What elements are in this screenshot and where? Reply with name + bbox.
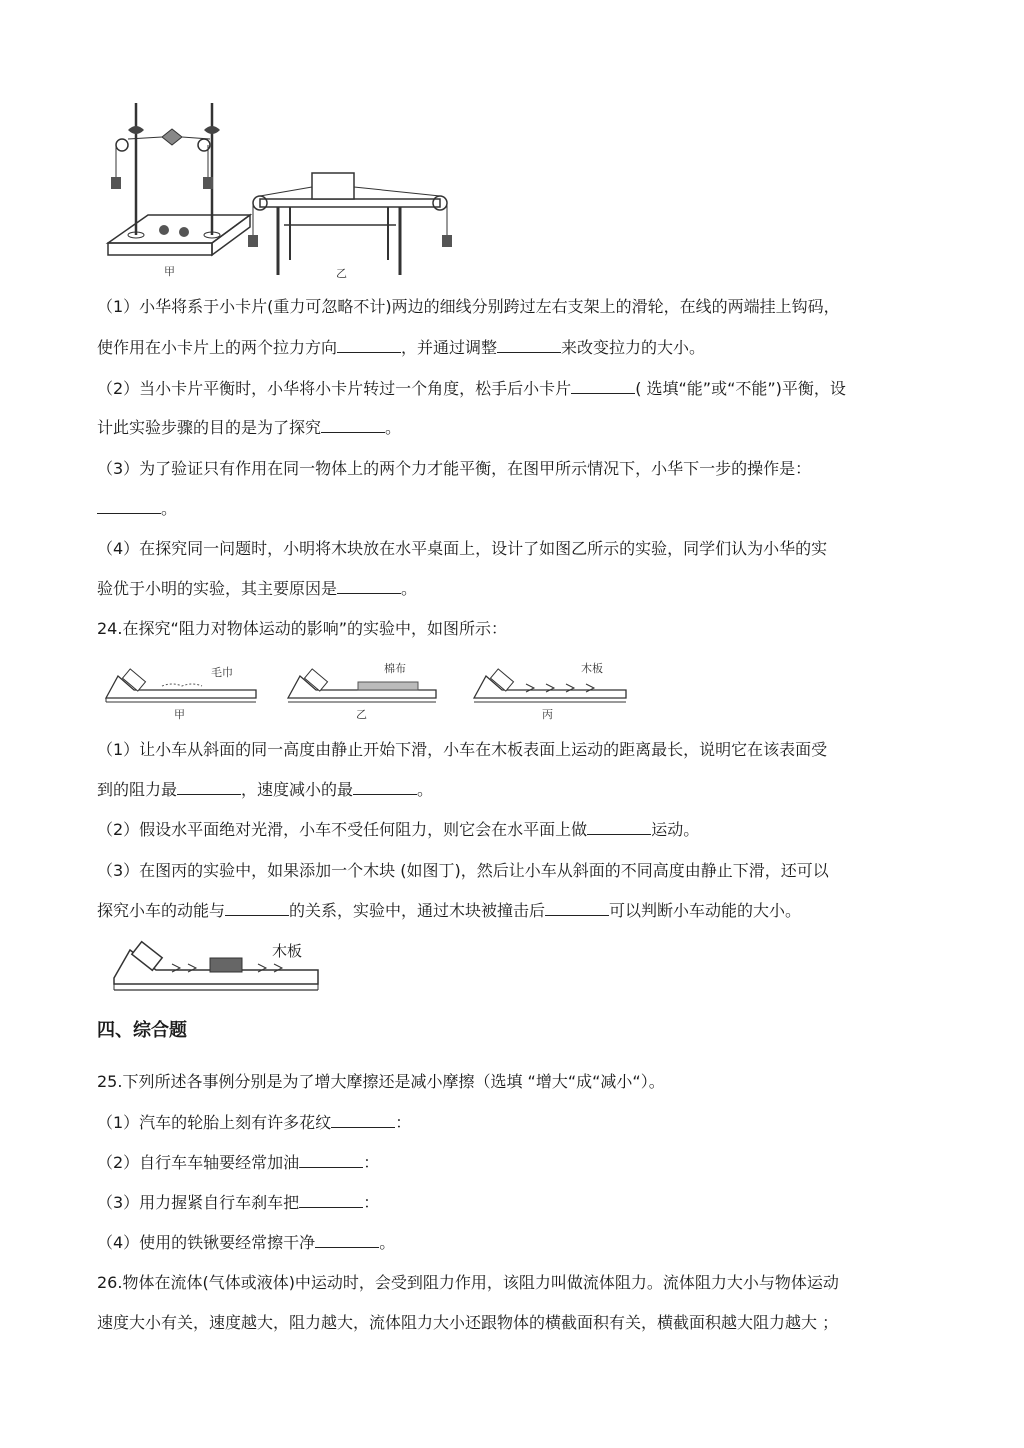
label-wood: 木板	[581, 662, 603, 675]
q23-p2-text-b2: 。	[385, 418, 402, 437]
q25-item-3-text: （3）用力握紧自行车刹车把	[97, 1193, 300, 1212]
q24-p1-text-a: （1）让小车从斜面的同一高度由静止开始下滑，小车在木板表面上运动的距离最长，说明它在该表面受	[97, 740, 828, 759]
ramps-diagram	[106, 656, 636, 722]
q24-p3-line2	[97, 901, 801, 921]
q24-p2-text-2: 运动。	[651, 820, 700, 839]
q25-item-1-end: ：	[395, 1113, 412, 1132]
answer-blank[interactable]	[315, 1233, 379, 1248]
answer-blank[interactable]	[353, 780, 417, 795]
q23-p1-line2	[97, 338, 705, 358]
answer-blank[interactable]	[337, 579, 401, 594]
label-cotton: 棉布	[384, 662, 406, 675]
label-jia: 甲	[164, 265, 175, 278]
q25-item-4-text: （4）使用的铁锹要经常擦干净	[97, 1233, 316, 1252]
answer-blank[interactable]	[299, 1153, 363, 1168]
q23-p4-text-a: （4）在探究同一问题时，小明将木块放在水平桌面上，设计了如图乙所示的实验，同学们认为小华的实	[97, 539, 828, 558]
apparatus-diagram	[100, 95, 460, 285]
q24-p3-text-b1: 探究小车的动能与	[97, 901, 226, 920]
q25-item-4	[97, 1233, 395, 1253]
answer-blank[interactable]	[571, 379, 635, 394]
q25-item-3	[97, 1193, 379, 1213]
figure-ramps	[106, 656, 636, 722]
label-cap3: 丙	[542, 708, 553, 721]
label-cap2: 乙	[356, 708, 367, 721]
q23-p2-line1	[97, 379, 846, 399]
q24-p3-text-a: （3）在图丙的实验中，如果添加一个木块 (如图丁)，然后让小车从斜面的不同高度由静止下滑，还可以	[97, 861, 829, 880]
q24-p2-line	[97, 820, 699, 840]
q24-p3-text-b3: 可以判断小车动能的大小。	[609, 901, 802, 920]
label-towel: 毛巾	[211, 666, 233, 679]
q24-p3-line1	[97, 861, 829, 881]
figure-ramp-block	[112, 938, 322, 1000]
answer-blank[interactable]	[299, 1193, 363, 1208]
q24-p1-text-b1: 到的阻力最	[97, 780, 178, 799]
q23-p2-text-a1: （2）当小卡片平衡时，小华将小卡片转过一个角度，松手后小卡片	[97, 379, 572, 398]
q23-p4-line2	[97, 579, 417, 599]
q24-p2-text-1: （2）假设水平面绝对光滑，小车不受任何阻力，则它会在水平面上做	[97, 820, 588, 839]
answer-blank[interactable]	[497, 338, 561, 353]
answer-blank[interactable]	[321, 418, 385, 433]
q26-text-a: 26.物体在流体(气体或液体)中运动时，会受到阻力作用，该阻力叫做流体阻力。流体阻力大小与物体运动	[97, 1273, 839, 1292]
answer-blank[interactable]	[225, 901, 289, 916]
q25-item-1-text: （1）汽车的轮胎上刻有许多花纹	[97, 1113, 332, 1132]
q23-p3-line1	[97, 459, 811, 479]
answer-blank[interactable]	[337, 338, 401, 353]
q25-item-4-end: 。	[379, 1233, 396, 1252]
q23-p1-text-b3: 来改变拉力的大小。	[561, 338, 706, 357]
section-heading: 四、综合题	[97, 1020, 187, 1041]
q25-item-1	[97, 1113, 411, 1133]
q23-p1-text-b2: ，并通过调整	[401, 338, 498, 357]
q23-p4-text-b2: 。	[401, 579, 418, 598]
q25-title-text: 25.下列所述各事例分别是为了增大摩擦还是减小摩擦（选填 “增大“成“减小“）。	[97, 1072, 665, 1091]
q23-p4-line1	[97, 539, 827, 559]
q25-item-3-end: ：	[363, 1193, 380, 1212]
q24-p3-text-b2: 的关系，实验中，通过木块被撞击后	[289, 901, 546, 920]
answer-blank[interactable]	[587, 820, 651, 835]
answer-blank[interactable]	[545, 901, 609, 916]
q26-line2	[97, 1313, 838, 1333]
q23-p3-text-a: （3）为了验证只有作用在同一物体上的两个力才能平衡，在图甲所示情况下，小华下一步的操作是：	[97, 459, 812, 478]
q24-title-text: 24.在探究“阻力对物体运动的影响”的实验中，如图所示：	[97, 619, 508, 638]
q25-item-2-end: ：	[363, 1153, 380, 1172]
q24-p1-text-b3: 。	[417, 780, 434, 799]
q24-p1-line2	[97, 780, 433, 800]
q23-p1-text-a: （1）小华将系于小卡片(重力可忽略不计)两边的细线分别跨过左右支架上的滑轮，在线的两端挂上钩码，	[97, 297, 840, 316]
label-wood-2: 木板	[272, 942, 303, 960]
ramp-block-diagram	[112, 938, 322, 1000]
label-yi: 乙	[336, 267, 347, 280]
q24-p1-line1	[97, 740, 827, 760]
answer-blank[interactable]	[331, 1113, 395, 1128]
q23-p3-text-b: 。	[161, 499, 178, 518]
answer-blank[interactable]	[177, 780, 241, 795]
q23-p3-line2	[97, 499, 177, 519]
figure-apparatus	[100, 95, 460, 285]
q23-p1-text-b1: 使作用在小卡片上的两个拉力方向	[97, 338, 338, 357]
q23-p1-line1	[97, 297, 840, 317]
q25-title	[97, 1072, 665, 1092]
q23-p2-text-b1: 计此实验步骤的目的是为了探究	[97, 418, 322, 437]
q23-p4-text-b1: 验优于小明的实验，其主要原因是	[97, 579, 338, 598]
q24-p1-text-b2: ，速度减小的最	[241, 780, 354, 799]
q25-item-2	[97, 1153, 379, 1173]
q23-p2-line2	[97, 418, 401, 438]
label-cap1: 甲	[174, 708, 185, 721]
q26-text-b: 速度大小有关，速度越大，阻力越大，流体阻力大小还跟物体的横截面积有关，横截面积越大阻力越大 ；	[97, 1313, 839, 1332]
q25-item-2-text: （2）自行车车轴要经常加油	[97, 1153, 300, 1172]
q23-p2-text-a2: ( 选填“能”或“不能”)平衡，设	[635, 379, 846, 398]
q26-line1	[97, 1273, 839, 1293]
answer-blank[interactable]	[97, 499, 161, 514]
q24-title	[97, 619, 507, 639]
